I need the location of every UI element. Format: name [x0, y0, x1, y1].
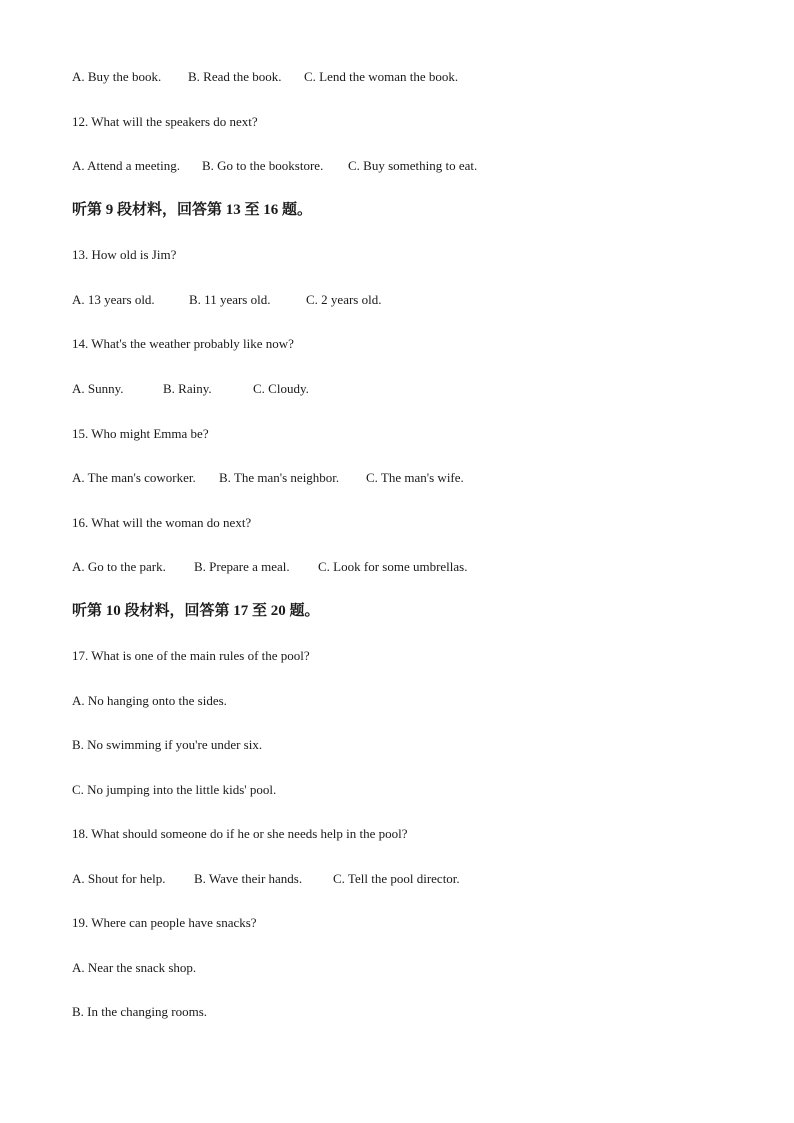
q14-options	[72, 381, 309, 397]
q15-option-c: C. The man's wife.	[366, 470, 464, 485]
q15-option-b: B. The man's neighbor.	[219, 470, 340, 485]
q11-options	[72, 69, 458, 85]
q11-option-c: C. Lend the woman the book.	[304, 69, 459, 84]
q13-option-c: C. 2 years old.	[306, 292, 382, 307]
q11-option-a: A. Buy the book.	[72, 69, 162, 84]
q14-option-b: B. Rainy.	[163, 381, 212, 396]
section-9-heading: 听第 9 段材料，回答第 13 至 16 题。	[72, 202, 313, 218]
q16-option-b: B. Prepare a meal.	[194, 559, 290, 574]
q18-option-c: C. Tell the pool director.	[333, 871, 460, 886]
q12-option-c: C. Buy something to eat.	[348, 158, 478, 173]
q14-question: 14. What's the weather probably like now?	[72, 336, 294, 351]
q15-question: 15. Who might Emma be?	[72, 426, 209, 441]
q18-question: 18. What should someone do if he or she needs help in the pool?	[72, 826, 408, 841]
section-10-heading: 听第 10 段材料，回答第 17 至 20 题。	[72, 603, 320, 619]
q18-option-b: B. Wave their hands.	[194, 871, 303, 886]
q18-option-a: A. Shout for help.	[72, 871, 166, 886]
q13-option-b: B. 11 years old.	[189, 292, 271, 307]
q16-option-a: A. Go to the park.	[72, 559, 166, 574]
q13-option-a: A. 13 years old.	[72, 292, 155, 307]
q15-options	[72, 470, 464, 486]
q13-options	[72, 292, 381, 308]
q15-option-a: A. The man's coworker.	[72, 470, 196, 485]
q11-option-b: B. Read the book.	[188, 69, 282, 84]
q12-options	[72, 158, 477, 174]
q16-options	[72, 559, 467, 575]
q14-option-a: A. Sunny.	[72, 381, 124, 396]
q17-option-b: B. No swimming if you're under six.	[72, 737, 263, 752]
q13-question: 13. How old is Jim?	[72, 247, 177, 262]
q12-option-a: A. Attend a meeting.	[72, 158, 180, 173]
q18-options	[72, 871, 460, 887]
q19-question: 19. Where can people have snacks?	[72, 915, 257, 930]
q16-option-c: C. Look for some umbrellas.	[318, 559, 468, 574]
q19-option-b: B. In the changing rooms.	[72, 1004, 208, 1019]
q19-option-a: A. Near the snack shop.	[72, 960, 197, 975]
q12-option-b: B. Go to the bookstore.	[202, 158, 324, 173]
q12-question: 12. What will the speakers do next?	[72, 114, 258, 129]
q17-option-a: A. No hanging onto the sides.	[72, 693, 227, 708]
q17-option-c: C. No jumping into the little kids' pool.	[72, 782, 277, 797]
q14-option-c: C. Cloudy.	[253, 381, 309, 396]
q17-question: 17. What is one of the main rules of the pool?	[72, 648, 310, 663]
q16-question: 16. What will the woman do next?	[72, 515, 252, 530]
